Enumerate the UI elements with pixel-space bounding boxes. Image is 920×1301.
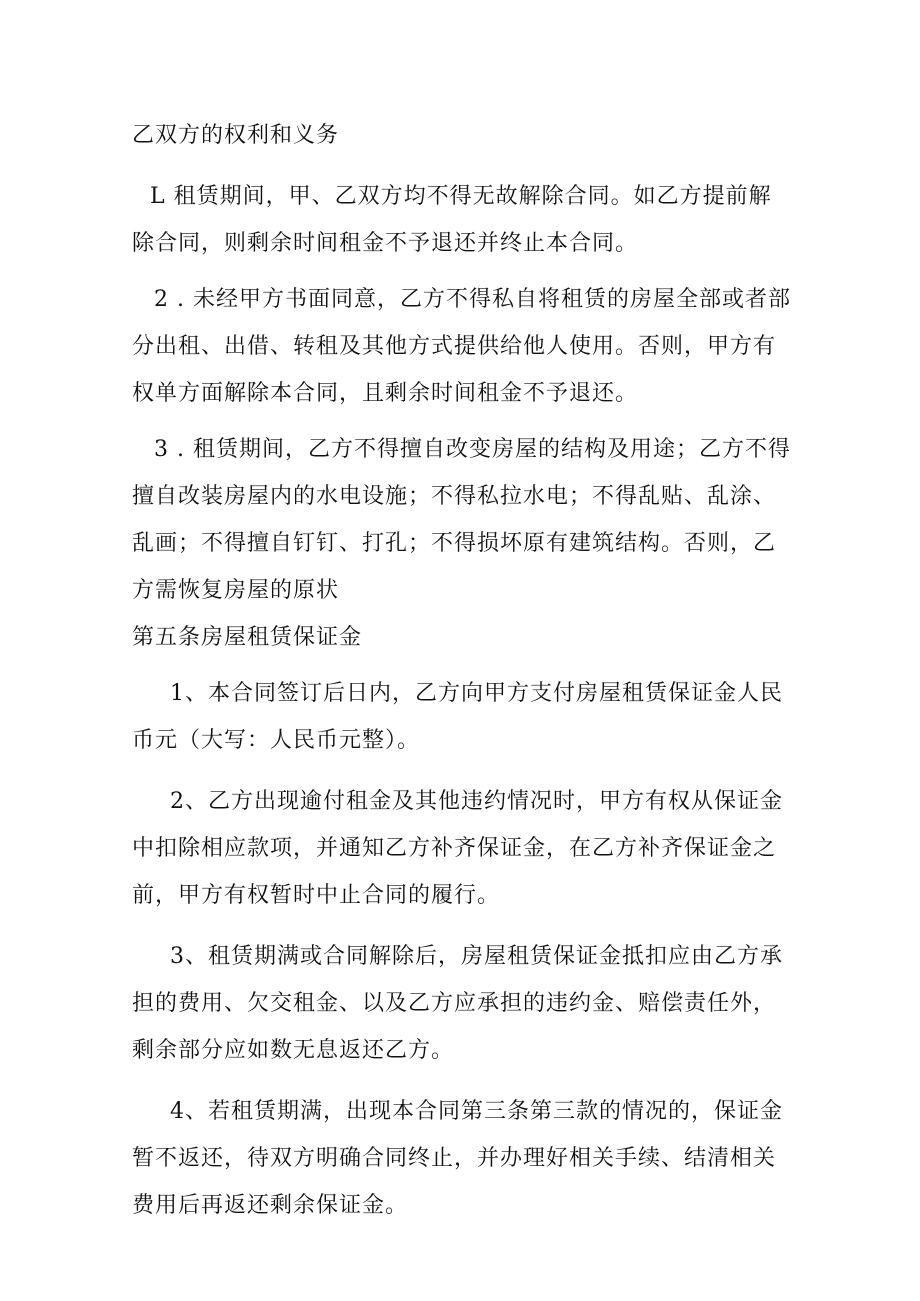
paragraph-line: 2 . 未经甲方书面同意，乙方不得私自将租赁的房屋全部或者部 [154, 287, 791, 312]
paragraph-line: 方需恢复房屋的原状 [132, 578, 340, 603]
paragraph-line: 2、乙方出现逾付租金及其他违约情况时，甲方有权从保证金 [170, 789, 783, 814]
paragraph-line: 费用后再返还剩余保证金。 [132, 1193, 409, 1218]
document-body [132, 112, 792, 1229]
paragraph-line: 分出租、出借、转租及其他方式提供给他人使用。否则，甲方有 [132, 334, 777, 359]
section-heading: 乙双方的权利和义务 [132, 123, 340, 148]
paragraph-line: 擅自改装房屋内的水电设施；不得私拉水电；不得乱贴、乱涂、 [132, 484, 777, 509]
paragraph-line: 4、若租赁期满，出现本合同第三条第三款的情况的，保证金 [170, 1099, 783, 1124]
paragraph-line: 除合同，则剩余时间租金不予退还并终止本合同。 [132, 231, 639, 256]
paragraph-line: 暂不返还，待双方明确合同终止，并办理好相关手续、结清相关 [132, 1146, 777, 1171]
paragraph-line: 3、租赁期满或合同解除后，房屋租赁保证金抵扣应由乙方承 [170, 944, 783, 969]
paragraph-line: 剩余部分应如数无息返还乙方。 [132, 1038, 455, 1063]
paragraph-line: 币元（大写：人民币元整）。 [132, 728, 421, 753]
paragraph-line: 权单方面解除本合同，且剩余时间租金不予退还。 [132, 381, 639, 406]
paragraph-line: 中扣除相应款项，并通知乙方补齐保证金，在乙方补齐保证金之 [132, 836, 777, 861]
paragraph-line: 3 . 租赁期间，乙方不得擅自改变房屋的结构及用途；乙方不得 [154, 437, 791, 462]
paragraph-line: L 租赁期间，甲、乙双方均不得无故解除合同。如乙方提前解 [150, 184, 772, 209]
paragraph-line: 乱画；不得擅自钉钉、打孔；不得损坏原有建筑结构。否则，乙 [132, 531, 777, 556]
section-heading: 第五条房屋租赁保证金 [132, 625, 363, 650]
paragraph-line: 前，甲方有权暂时中止合同的履行。 [132, 883, 501, 908]
paragraph-line: 担的费用、欠交租金、以及乙方应承担的违约金、赔偿责任外， [132, 991, 777, 1016]
paragraph-line: 1、本合同签订后日内，乙方向甲方支付房屋租赁保证金人民 [170, 681, 783, 706]
